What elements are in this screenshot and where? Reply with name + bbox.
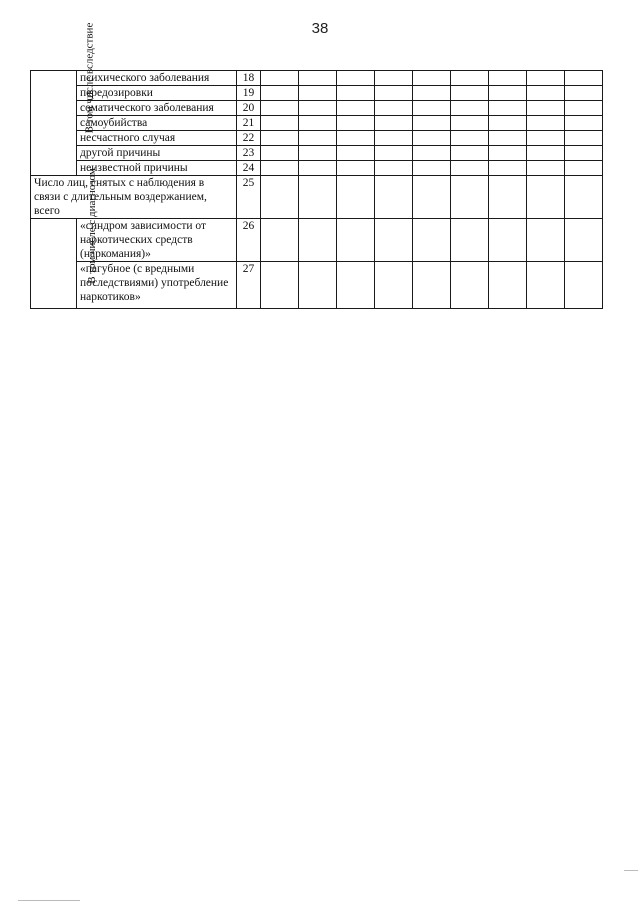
row-number: 23 — [237, 146, 261, 161]
data-cell — [299, 161, 337, 176]
row-label: несчастного случая — [77, 131, 237, 146]
table-row — [31, 116, 603, 131]
data-cell — [527, 86, 565, 101]
data-cell — [565, 146, 603, 161]
data-cell — [375, 219, 413, 262]
data-cell — [451, 101, 489, 116]
data-cell — [375, 161, 413, 176]
data-cell — [527, 262, 565, 309]
row-number: 26 — [237, 219, 261, 262]
row-label: «синдром зависимости от наркотических средств (наркомания)» — [77, 219, 237, 262]
data-cell — [489, 86, 527, 101]
data-cell — [337, 176, 375, 219]
data-cell — [527, 71, 565, 86]
data-cell — [489, 101, 527, 116]
data-cell — [565, 161, 603, 176]
data-cell — [527, 116, 565, 131]
row-number: 25 — [237, 176, 261, 219]
data-cell — [451, 176, 489, 219]
data-cell — [299, 146, 337, 161]
row-number: 27 — [237, 262, 261, 309]
data-cell — [413, 131, 451, 146]
row-label: соматического заболевания — [77, 101, 237, 116]
data-cell — [565, 219, 603, 262]
data-cell — [375, 101, 413, 116]
data-cell — [413, 176, 451, 219]
data-cell — [299, 101, 337, 116]
data-cell — [261, 86, 299, 101]
data-cell — [337, 161, 375, 176]
data-cell — [489, 176, 527, 219]
data-cell — [489, 219, 527, 262]
data-cell — [565, 71, 603, 86]
data-cell — [489, 116, 527, 131]
group-label-diagnosis: В том числе с диагнозом — [31, 219, 77, 309]
row-label: неизвестной причины — [77, 161, 237, 176]
data-cell — [375, 176, 413, 219]
data-cell — [299, 71, 337, 86]
data-cell — [337, 116, 375, 131]
data-cell — [261, 131, 299, 146]
row-number: 20 — [237, 101, 261, 116]
data-cell — [565, 131, 603, 146]
data-cell — [337, 86, 375, 101]
row-label: другой причины — [77, 146, 237, 161]
data-cell — [527, 219, 565, 262]
data-cell — [261, 219, 299, 262]
data-cell — [375, 262, 413, 309]
data-cell — [413, 262, 451, 309]
row-number: 19 — [237, 86, 261, 101]
data-cell — [413, 71, 451, 86]
data-cell — [261, 101, 299, 116]
row-label: Число лиц, снятых с наблюдения в связи с длительным воздержанием, всего — [31, 176, 237, 219]
data-cell — [413, 161, 451, 176]
data-cell — [565, 86, 603, 101]
data-cell — [375, 131, 413, 146]
table-row — [31, 219, 603, 262]
data-cell — [489, 161, 527, 176]
table-row — [31, 262, 603, 309]
data-cell — [489, 146, 527, 161]
group-label-consequence: В том числе вследствие — [31, 71, 77, 176]
data-cell — [261, 262, 299, 309]
data-cell — [413, 101, 451, 116]
row-number: 21 — [237, 116, 261, 131]
row-label: передозировки — [77, 86, 237, 101]
data-cell — [261, 176, 299, 219]
data-cell — [299, 262, 337, 309]
table-row — [31, 71, 603, 86]
data-cell — [375, 86, 413, 101]
data-cell — [451, 161, 489, 176]
data-cell — [261, 146, 299, 161]
data-cell — [299, 131, 337, 146]
data-cell — [565, 262, 603, 309]
data-cell — [299, 86, 337, 101]
data-cell — [375, 71, 413, 86]
data-cell — [451, 219, 489, 262]
data-cell — [489, 262, 527, 309]
data-cell — [565, 176, 603, 219]
data-cell — [299, 219, 337, 262]
table-row — [31, 161, 603, 176]
table-row — [31, 176, 603, 219]
data-cell — [337, 262, 375, 309]
data-cell — [337, 219, 375, 262]
data-cell — [489, 131, 527, 146]
data-cell — [337, 71, 375, 86]
data-cell — [451, 131, 489, 146]
data-cell — [337, 101, 375, 116]
data-cell — [527, 146, 565, 161]
data-cell — [375, 116, 413, 131]
data-cell — [337, 146, 375, 161]
row-number: 24 — [237, 161, 261, 176]
data-cell — [527, 161, 565, 176]
data-cell — [261, 116, 299, 131]
data-cell — [527, 101, 565, 116]
scan-edge-line — [624, 870, 638, 871]
data-cell — [527, 176, 565, 219]
data-cell — [527, 131, 565, 146]
table-row — [31, 101, 603, 116]
row-label: психического заболевания — [77, 71, 237, 86]
row-number: 22 — [237, 131, 261, 146]
scan-edge-line — [18, 900, 80, 901]
table-row — [31, 146, 603, 161]
data-cell — [565, 101, 603, 116]
data-cell — [413, 116, 451, 131]
data-cell — [299, 116, 337, 131]
table-row — [31, 131, 603, 146]
data-cell — [451, 262, 489, 309]
data-cell — [413, 146, 451, 161]
data-cell — [489, 71, 527, 86]
data-cell — [261, 71, 299, 86]
row-label: самоубийства — [77, 116, 237, 131]
data-cell — [451, 116, 489, 131]
data-cell — [261, 161, 299, 176]
data-cell — [413, 219, 451, 262]
data-cell — [451, 86, 489, 101]
data-cell — [565, 116, 603, 131]
data-cell — [337, 131, 375, 146]
row-number: 18 — [237, 71, 261, 86]
table-row — [31, 86, 603, 101]
data-cell — [451, 71, 489, 86]
data-cell — [451, 146, 489, 161]
page-number: 38 — [311, 20, 329, 37]
data-cell — [375, 146, 413, 161]
row-label: «пагубное (с вредными последствиями) употребление наркотиков» — [77, 262, 237, 309]
data-cell — [299, 176, 337, 219]
data-cell — [413, 86, 451, 101]
